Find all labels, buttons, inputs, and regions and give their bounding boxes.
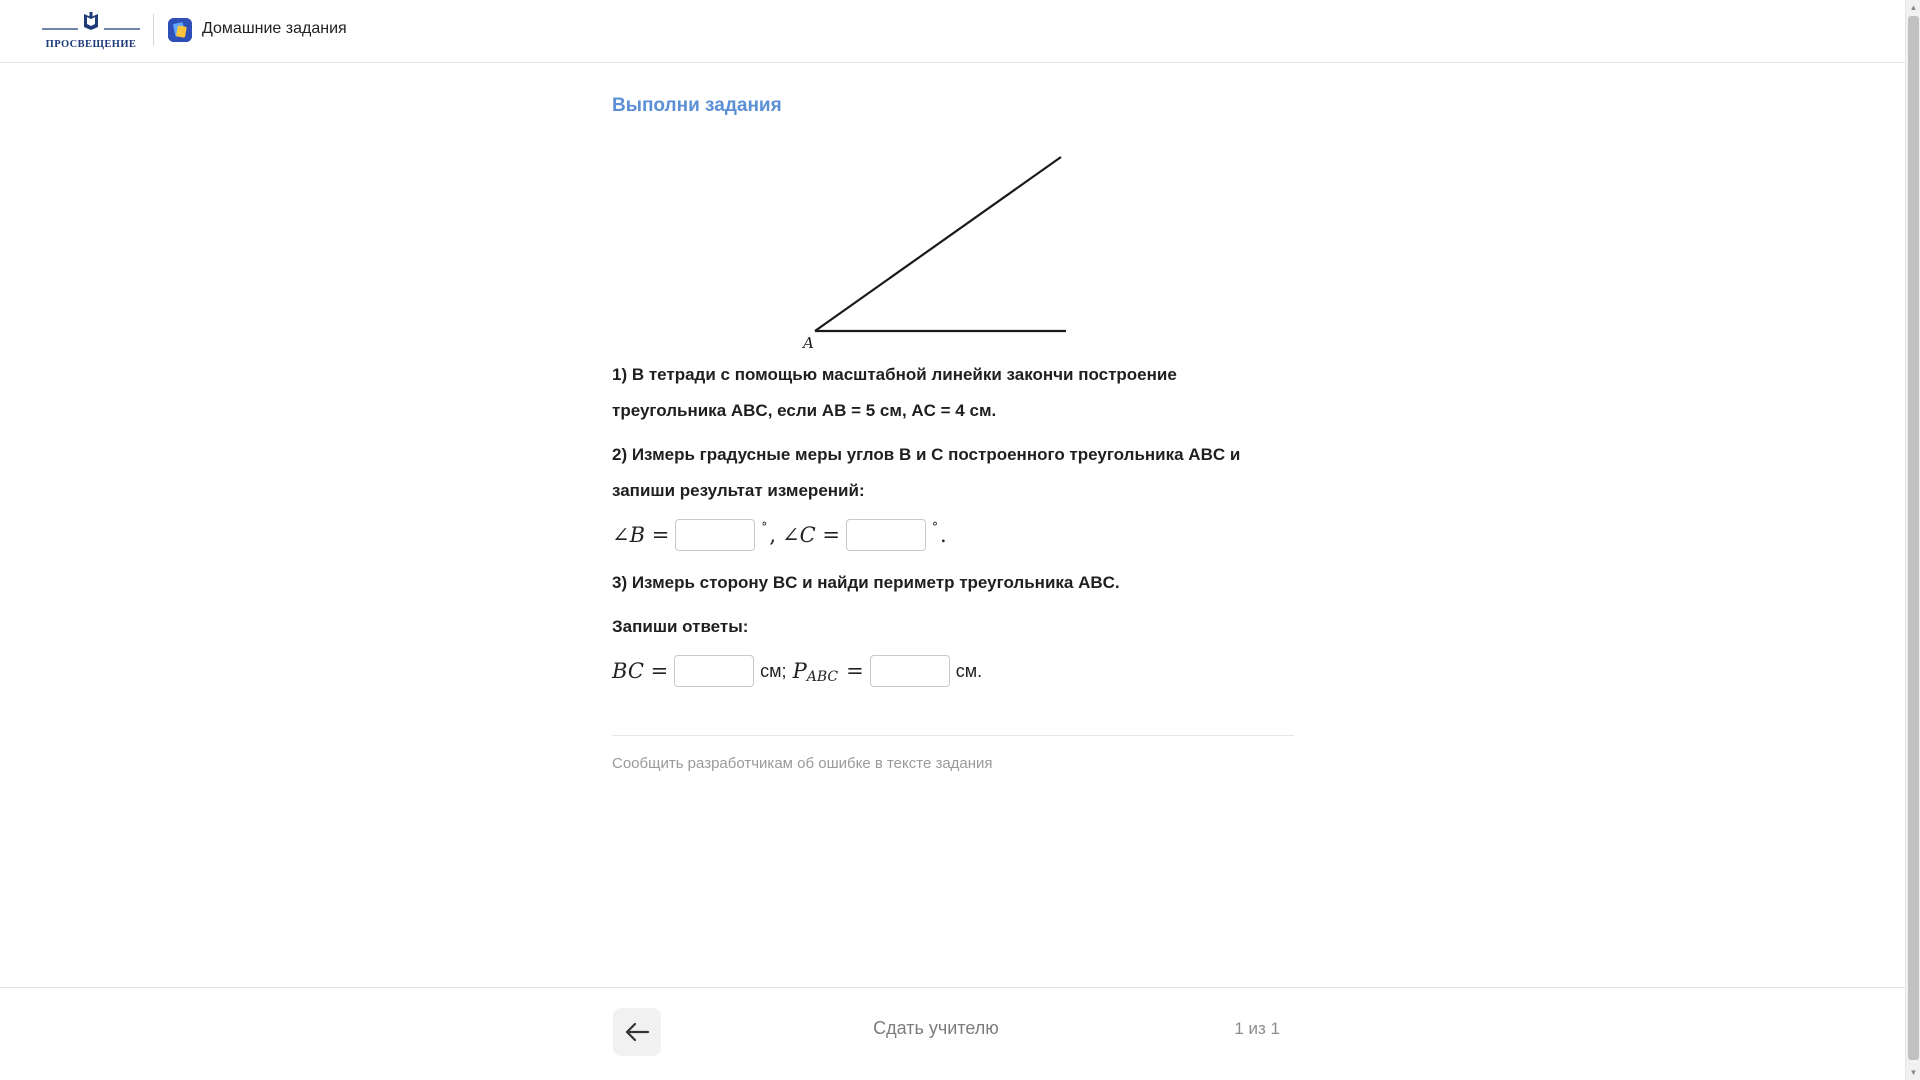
prosveshchenie-logo[interactable] [40,10,142,48]
back-button[interactable] [613,1008,661,1056]
scroll-up-icon[interactable]: ▲ [1909,3,1918,12]
angles-answer-row [612,515,1294,555]
page-counter: 1 из 1 [1234,1019,1280,1038]
angles-separator: , [769,523,776,547]
page-scrollbar[interactable] [1905,0,1920,1080]
unit-cm-2: см. [955,660,983,681]
angles-end-punct: . [939,523,947,547]
question-2: 2) Измерь градусные меры углов B и C построенного треугольника ABC и запиши результат измерений: [612,445,1241,500]
perimeter-input[interactable] [870,655,950,687]
scroll-thumb[interactable] [1908,16,1919,1060]
vertex-label-a: A [803,334,814,352]
answers-prompt: Запиши ответы: [612,617,749,636]
angle-c-label: ∠C = [782,523,840,547]
ray-ab [815,157,1061,331]
app-title[interactable]: Домашние задания [202,20,347,37]
report-error-link[interactable]: Сообщить разработчикам об ошибке в тексте задания [612,755,993,772]
book-emblem-icon [40,10,142,40]
top-header [0,0,1905,63]
angle-c-input[interactable] [846,519,926,551]
submit-to-teacher-button[interactable]: Сдать учителю [873,1018,999,1038]
unit-cm-1: см; [760,660,787,681]
perimeter-equals: = [846,659,864,683]
degree-symbol-b: ° [761,520,768,534]
header-divider [153,14,154,46]
task-content [612,95,1294,772]
task-title: Выполни задания [612,95,782,116]
bc-label: BC = [612,659,669,683]
scroll-down-icon[interactable]: ▼ [1909,1068,1918,1077]
question-3: 3) Измерь сторону BC и найди периметр треугольника ABC. [612,573,1120,592]
perimeter-subscript: ABC [806,669,839,685]
homework-app-icon [168,18,192,42]
bottom-toolbar [0,987,1905,1080]
degree-symbol-c: ° [931,520,938,534]
angle-b-input[interactable] [675,519,755,551]
question-1: 1) В тетради с помощью масштабной линейки закончи построение треугольника ABC, если AB = 5 см, AC = 4 см. [612,365,1177,420]
content-separator [612,735,1294,736]
logo-text: ПРОСВЕЩЕНИЕ [45,39,137,50]
perimeter-label: P [792,659,807,683]
bc-input[interactable] [674,655,754,687]
side-perimeter-answer-row [612,651,1294,691]
angle-figure [612,137,1294,357]
angle-b-label: ∠B = [612,523,670,547]
arrow-left-icon [624,1022,650,1042]
